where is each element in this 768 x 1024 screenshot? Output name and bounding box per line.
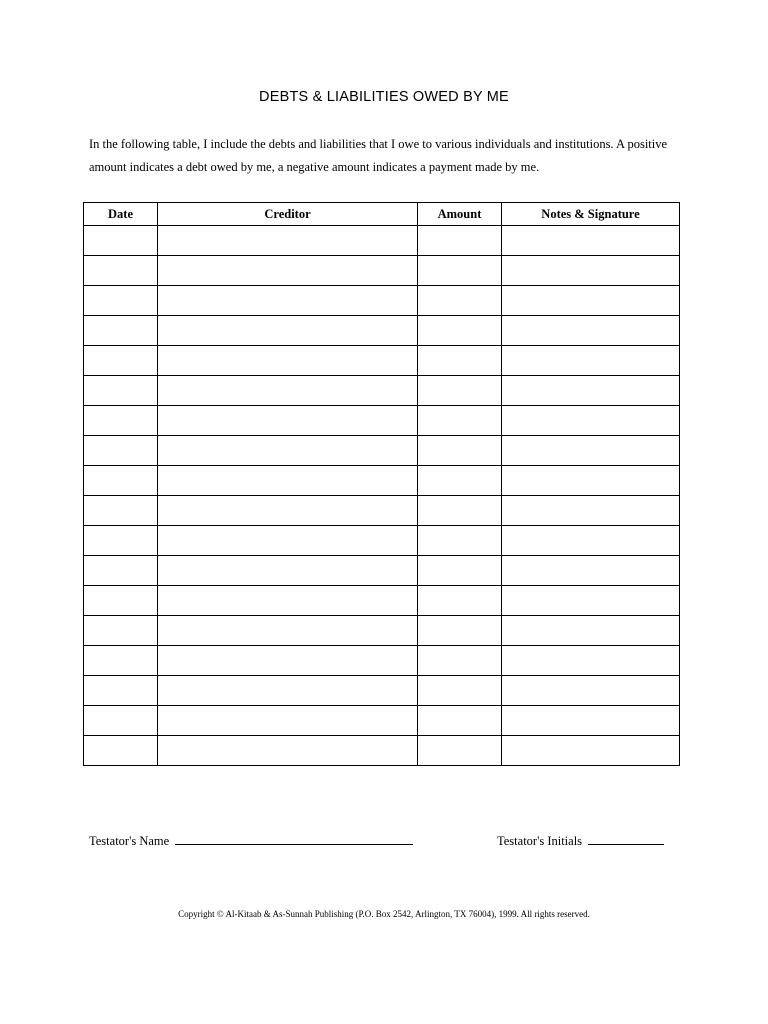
amount-cell[interactable] bbox=[418, 406, 502, 436]
notes-signature-cell[interactable] bbox=[502, 736, 680, 766]
amount-cell[interactable] bbox=[418, 436, 502, 466]
date-cell[interactable] bbox=[84, 676, 158, 706]
notes-signature-cell[interactable] bbox=[502, 646, 680, 676]
creditor-cell[interactable] bbox=[158, 466, 418, 496]
notes-signature-cell[interactable] bbox=[502, 616, 680, 646]
amount-cell[interactable] bbox=[418, 256, 502, 286]
date-cell[interactable] bbox=[84, 736, 158, 766]
table-row bbox=[84, 646, 680, 676]
creditor-cell[interactable] bbox=[158, 646, 418, 676]
notes-signature-cell[interactable] bbox=[502, 556, 680, 586]
header-amount: Amount bbox=[418, 203, 502, 226]
header-creditor: Creditor bbox=[158, 203, 418, 226]
creditor-cell[interactable] bbox=[158, 226, 418, 256]
creditor-cell[interactable] bbox=[158, 376, 418, 406]
copyright-footer: Copyright © Al-Kitaab & As-Sunnah Publishing (P.O. Box 2542, Arlington, TX 76004), 1999. All rights reserved. bbox=[178, 909, 590, 919]
notes-signature-cell[interactable] bbox=[502, 526, 680, 556]
creditor-cell[interactable] bbox=[158, 406, 418, 436]
table-row bbox=[84, 406, 680, 436]
testator-initials-line bbox=[497, 831, 664, 849]
creditor-cell[interactable] bbox=[158, 556, 418, 586]
table-row bbox=[84, 706, 680, 736]
table-row bbox=[84, 376, 680, 406]
notes-signature-cell[interactable] bbox=[502, 496, 680, 526]
document-title: DEBTS & LIABILITIES OWED BY ME bbox=[259, 89, 509, 105]
table-row bbox=[84, 256, 680, 286]
table-body bbox=[84, 226, 680, 766]
date-cell[interactable] bbox=[84, 646, 158, 676]
date-cell[interactable] bbox=[84, 556, 158, 586]
intro-paragraph: In the following table, I include the debts and liabilities that I owe to various individuals and institutions. A positive amount indicates a debt owed by me, a negative amount indicates a payment made by me. bbox=[89, 137, 668, 174]
notes-signature-cell[interactable] bbox=[502, 676, 680, 706]
creditor-cell[interactable] bbox=[158, 436, 418, 466]
header-notes-signature: Notes & Signature bbox=[502, 203, 680, 226]
creditor-cell[interactable] bbox=[158, 496, 418, 526]
testator-initials-field[interactable] bbox=[588, 831, 664, 845]
notes-signature-cell[interactable] bbox=[502, 586, 680, 616]
creditor-cell[interactable] bbox=[158, 736, 418, 766]
header-date: Date bbox=[84, 203, 158, 226]
amount-cell[interactable] bbox=[418, 646, 502, 676]
testator-name-field[interactable] bbox=[175, 831, 413, 845]
notes-signature-cell[interactable] bbox=[502, 256, 680, 286]
amount-cell[interactable] bbox=[418, 226, 502, 256]
amount-cell[interactable] bbox=[418, 526, 502, 556]
creditor-cell[interactable] bbox=[158, 526, 418, 556]
date-cell[interactable] bbox=[84, 286, 158, 316]
amount-cell[interactable] bbox=[418, 466, 502, 496]
table-row bbox=[84, 346, 680, 376]
table-row bbox=[84, 286, 680, 316]
amount-cell[interactable] bbox=[418, 556, 502, 586]
testator-initials-label: Testator's Initials bbox=[497, 834, 583, 848]
creditor-cell[interactable] bbox=[158, 256, 418, 286]
amount-cell[interactable] bbox=[418, 286, 502, 316]
notes-signature-cell[interactable] bbox=[502, 316, 680, 346]
table-row bbox=[84, 736, 680, 766]
notes-signature-cell[interactable] bbox=[502, 376, 680, 406]
table-row bbox=[84, 316, 680, 346]
table-row bbox=[84, 676, 680, 706]
notes-signature-cell[interactable] bbox=[502, 466, 680, 496]
table-row bbox=[84, 556, 680, 586]
notes-signature-cell[interactable] bbox=[502, 406, 680, 436]
debts-table bbox=[83, 202, 680, 766]
table-row bbox=[84, 496, 680, 526]
table-row bbox=[84, 466, 680, 496]
date-cell[interactable] bbox=[84, 256, 158, 286]
date-cell[interactable] bbox=[84, 586, 158, 616]
amount-cell[interactable] bbox=[418, 616, 502, 646]
table-row bbox=[84, 526, 680, 556]
testator-name-label: Testator's Name bbox=[89, 834, 170, 848]
creditor-cell[interactable] bbox=[158, 676, 418, 706]
notes-signature-cell[interactable] bbox=[502, 706, 680, 736]
date-cell[interactable] bbox=[84, 376, 158, 406]
amount-cell[interactable] bbox=[418, 316, 502, 346]
table-row bbox=[84, 616, 680, 646]
amount-cell[interactable] bbox=[418, 736, 502, 766]
creditor-cell[interactable] bbox=[158, 706, 418, 736]
date-cell[interactable] bbox=[84, 436, 158, 466]
date-cell[interactable] bbox=[84, 466, 158, 496]
creditor-cell[interactable] bbox=[158, 616, 418, 646]
date-cell[interactable] bbox=[84, 226, 158, 256]
creditor-cell[interactable] bbox=[158, 346, 418, 376]
creditor-cell[interactable] bbox=[158, 286, 418, 316]
notes-signature-cell[interactable] bbox=[502, 226, 680, 256]
amount-cell[interactable] bbox=[418, 496, 502, 526]
table-row bbox=[84, 436, 680, 466]
amount-cell[interactable] bbox=[418, 706, 502, 736]
date-cell[interactable] bbox=[84, 616, 158, 646]
testator-name-line bbox=[89, 831, 413, 849]
table-row bbox=[84, 586, 680, 616]
date-cell[interactable] bbox=[84, 526, 158, 556]
amount-cell[interactable] bbox=[418, 676, 502, 706]
table-row bbox=[84, 226, 680, 256]
creditor-cell[interactable] bbox=[158, 586, 418, 616]
date-cell[interactable] bbox=[84, 496, 158, 526]
amount-cell[interactable] bbox=[418, 586, 502, 616]
notes-signature-cell[interactable] bbox=[502, 436, 680, 466]
notes-signature-cell[interactable] bbox=[502, 346, 680, 376]
date-cell[interactable] bbox=[84, 706, 158, 736]
amount-cell[interactable] bbox=[418, 376, 502, 406]
table-header-row bbox=[84, 203, 680, 226]
date-cell[interactable] bbox=[84, 406, 158, 436]
notes-signature-cell[interactable] bbox=[502, 286, 680, 316]
date-cell[interactable] bbox=[84, 346, 158, 376]
creditor-cell[interactable] bbox=[158, 316, 418, 346]
amount-cell[interactable] bbox=[418, 346, 502, 376]
date-cell[interactable] bbox=[84, 316, 158, 346]
